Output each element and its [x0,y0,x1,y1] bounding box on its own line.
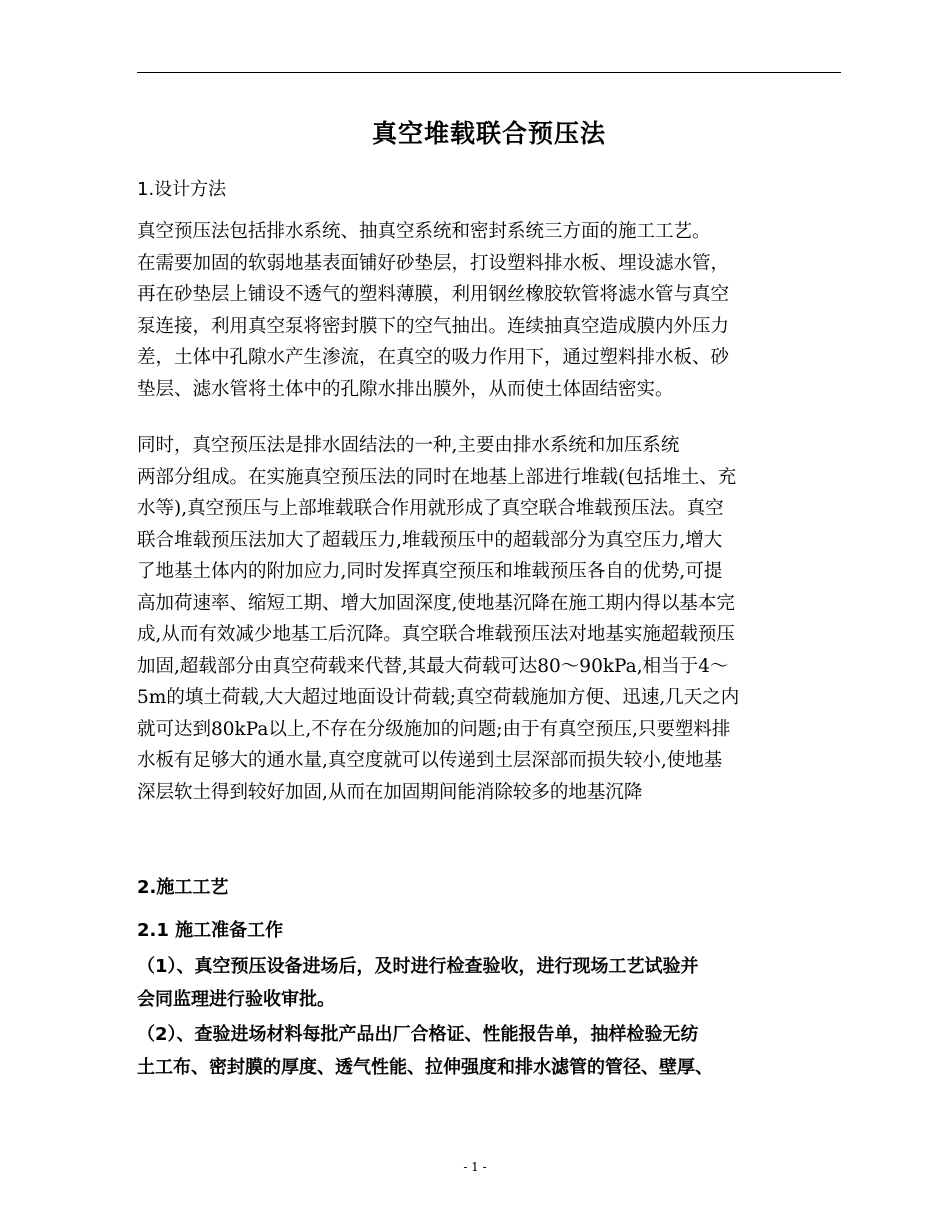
text-line: 成,从而有效减少地基工后沉降。真空联合堆载预压法对地基实施超载预压 [137,624,735,645]
paragraph-vacuum-preloading [137,216,843,405]
text-line: 就可达到80kPa以上,不存在分级施加的问题;由于有真空预压,只要塑料排 [137,718,731,740]
text-line: 加固,超载部分由真空荷载来代替,其最大荷载可达80～90kPa,相当于4～ [137,655,729,677]
page-number: - 1 - [463,1160,487,1174]
text-line: 高加荷速率、缩短工期、增大加固深度,使地基沉降在施工期内得以基本完 [137,592,735,614]
text-line: 垫层、滤水管将土体中的孔隙水排出膜外，从而使土体固结密实。 [137,378,674,400]
text-line: 差，土体中孔隙水产生渗流，在真空的吸力作用下，通过塑料排水板、砂 [137,347,730,368]
text-line: 水板有足够大的通水量,真空度就可以传递到土层深部而损失较小,使地基 [137,750,723,771]
paragraph-combined-preloading [137,430,843,808]
list-item-equipment-inspection [137,950,843,1016]
document-title: 真空堆载联合预压法 [371,119,606,148]
text-line: 会同监理进行验收审批。 [137,989,335,1010]
subsection-heading-preparation: 2.1 施工准备工作 [137,920,284,941]
text-line: 水等),真空预压与上部堆载联合作用就形成了真空联合堆载预压法。真空 [137,498,724,519]
text-line: 联合堆载预压法加大了超载压力,堆载预压中的超载部分为真空压力,增大 [137,529,723,551]
list-item-material-inspection [137,1018,843,1084]
text-line: 了地基土体内的附加应力,同时发挥真空预压和堆载预压各自的优势,可提 [137,561,723,582]
text-line: 在需要加固的软弱地基表面铺好砂垫层，打设塑料排水板、埋设滤水管， [137,252,730,274]
section-heading-design-method: 1.设计方法 [137,179,227,200]
text-line: 再在砂垫层上铺设不透气的塑料薄膜，利用钢丝橡胶软管将滤水管与真空 [137,284,730,305]
header-rule [137,72,841,73]
text-line: 深层软土得到较好加固,从而在加固期间能消除较多的地基沉降 [137,781,643,803]
text-line: 两部分组成。在实施真空预压法的同时在地基上部进行堆载(包括堆土、充 [137,466,737,488]
text-line: 5m的填土荷载,大大超过地面设计荷载;真空荷载施加方便、迅速,几天之内 [137,687,740,708]
text-line: 泵连接，利用真空泵将密封膜下的空气抽出。连续抽真空造成膜内外压力 [137,315,730,337]
text-line: 同时，真空预压法是排水固结法的一种,主要由排水系统和加压系统 [137,435,680,456]
text-line: 真空预压法包括排水系统、抽真空系统和密封系统三方面的施工工艺。 [137,221,711,242]
section-heading-construction-process: 2.施工工艺 [137,877,229,898]
text-line: （2）、查验进场材料每批产品出厂合格证、性能报告单，抽样检验无纺 [137,1024,699,1045]
text-line: （1）、真空预压设备进场后，及时进行检查验收，进行现场工艺试验并 [137,956,699,977]
text-line: 土工布、密封膜的厚度、透气性能、拉伸强度和排水滤管的管径、壁厚、 [137,1057,713,1078]
